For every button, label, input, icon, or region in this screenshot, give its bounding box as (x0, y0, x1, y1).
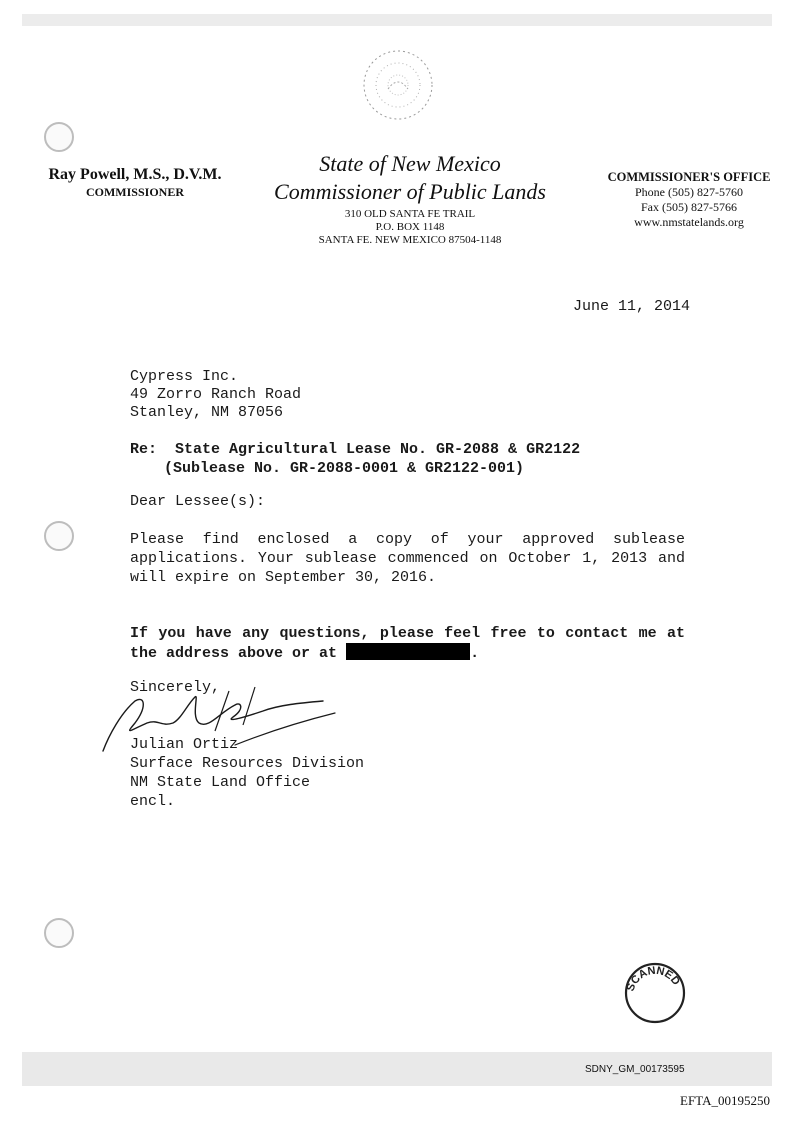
svg-text:SCANNED (625, 965, 683, 993)
office-phone: Phone (505) 827-5760 (635, 185, 743, 199)
letterhead-address-3: SANTA FE. NEW MEXICO 87504-1148 (318, 234, 502, 246)
signer-name: Julian Ortiz (130, 736, 239, 753)
handwritten-signature (95, 683, 340, 758)
subject-line-1: Re: State Agricultural Lease No. GR-2088 & GR2122 (130, 441, 581, 458)
punch-hole-bottom (44, 918, 74, 948)
punch-hole-top (44, 122, 74, 152)
letterhead-address-1: 310 OLD SANTA FE TRAIL (344, 208, 476, 220)
scan-top-band (22, 14, 772, 26)
stamp-text: SCANNED (624, 964, 683, 993)
letter-date: June 11, 2014 (573, 298, 691, 315)
office-name: COMMISSIONER'S OFFICE (607, 170, 771, 184)
office-website: www.nmstatelands.org (634, 215, 744, 229)
recipient-line: Cypress Inc. (130, 368, 239, 385)
subject-line-2: (Sublease No. GR-2088-0001 & GR2122-001) (164, 460, 525, 477)
letterhead-office: Commissioner of Public Lands (274, 179, 546, 204)
salutation: Dear Lessee(s): (130, 493, 266, 510)
document-id: SDNY_GM_00173595 (585, 1064, 685, 1075)
recipient-line: 49 Zorro Ranch Road (130, 386, 302, 403)
subject-line (130, 440, 580, 478)
contact-text: If you have any questions, please feel free to contact me at the address above or at (130, 625, 685, 662)
commissioner-title: COMMISSIONER (85, 185, 184, 199)
contact-end: . (470, 645, 480, 662)
redaction-box (346, 643, 470, 660)
letterhead-state: State of New Mexico (319, 151, 501, 176)
punch-hole-middle (44, 521, 74, 551)
signer-office: NM State Land Office (130, 774, 311, 791)
letterhead-address-2: P.O. BOX 1148 (375, 221, 445, 233)
office-fax: Fax (505) 827-5766 (641, 200, 737, 214)
signer-division: Surface Resources Division (130, 755, 365, 772)
recipient-address (130, 368, 301, 422)
scanned-stamp-icon (620, 962, 690, 1024)
letterhead-center (260, 150, 560, 247)
commissioner-name: Ray Powell, M.S., D.V.M. (48, 166, 222, 183)
efta-number: EFTA_00195250 (680, 1093, 770, 1108)
recipient-line: Stanley, NM 87056 (130, 404, 284, 421)
contact-paragraph (130, 624, 685, 663)
letterhead-right (600, 170, 778, 230)
state-seal-icon (358, 45, 438, 125)
body-paragraph: Please find enclosed a copy of your approved sublease applications. Your sublease commenced on October 1, 2013 and will expire on September 30, 2016. (130, 531, 685, 586)
enclosure-note: encl. (130, 793, 176, 810)
closing: Sincerely, (130, 679, 221, 696)
